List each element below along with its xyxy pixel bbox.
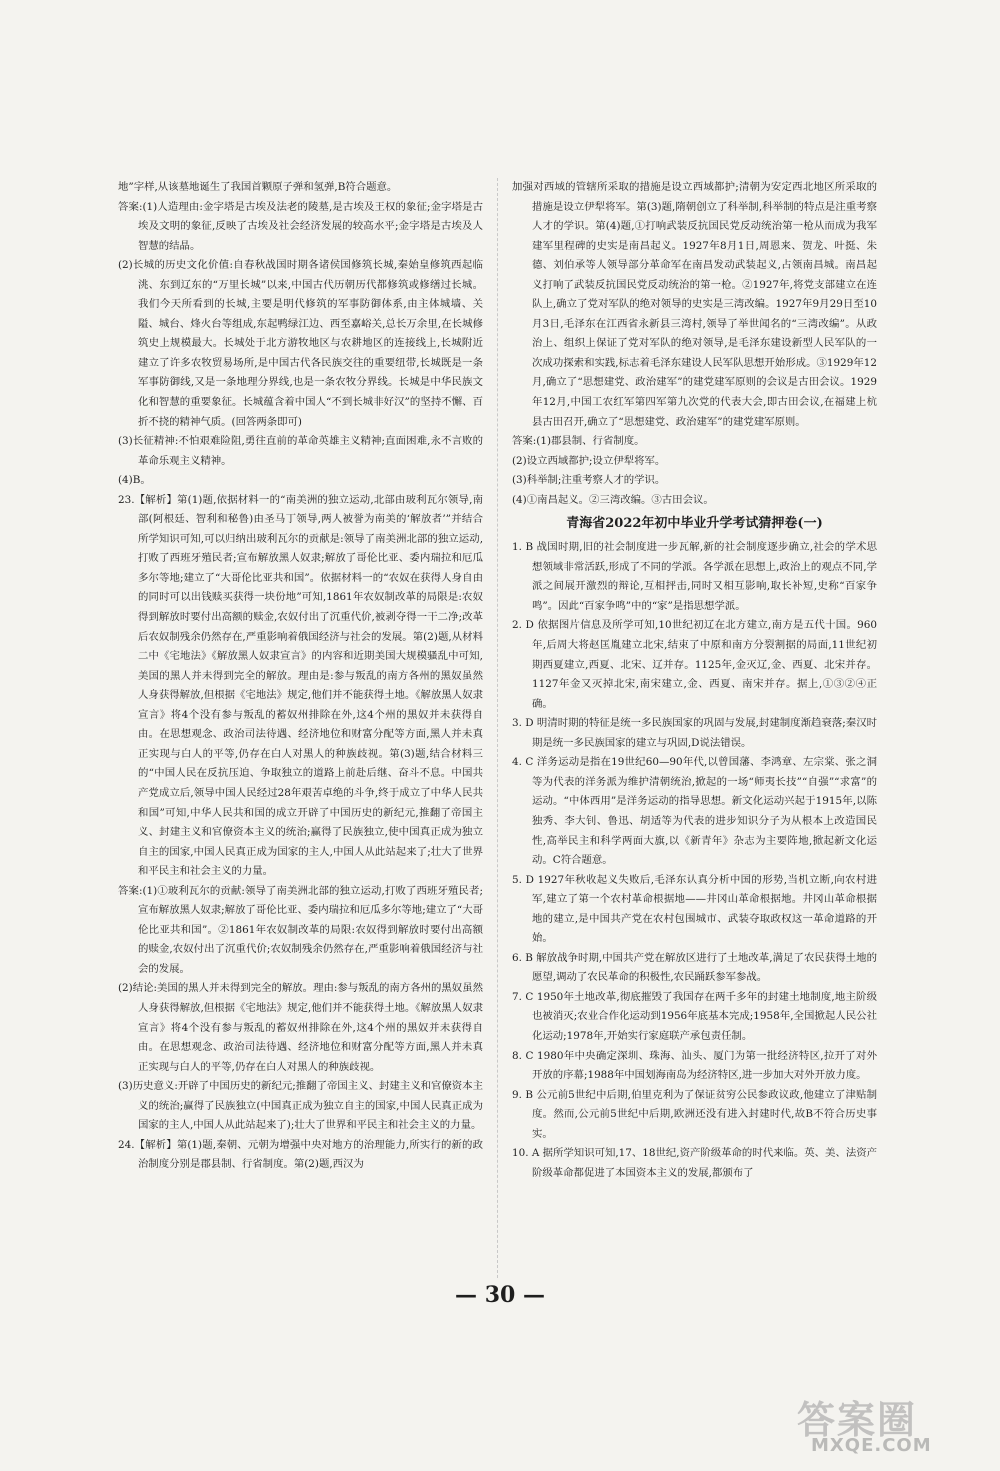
right-column <box>512 178 877 1183</box>
paragraph: 答案:(1)郡县制、行省制度。 <box>512 435 645 448</box>
column-divider <box>497 178 498 1278</box>
watermark-url: MXQE.COM <box>811 1435 932 1456</box>
section-title: 青海省2022年初中毕业升学考试猜押卷(一) <box>566 516 823 532</box>
paragraph: 9. B 公元前5世纪中后期,伯里克利为了保证贫穷公民参政议政,他建立了津贴制度。然而,公元前5世纪中后期,欧洲还没有进入封建时代,故B不符合历史事实。 <box>512 1088 877 1140</box>
paragraph: 答案:(1)人造理由:金字塔是古埃及法老的陵墓,是古埃及王权的象征;金字塔是古埃及文明的象征,反映了古埃及社会经济发展的较高水平;金字塔是古埃及人智慧的结晶。 <box>118 200 483 252</box>
paragraph: 答案:(1)①玻利瓦尔的贡献:领导了南美洲北部的独立运动,打败了西班牙殖民者;宣布解放黑人奴隶;解放了哥伦比亚、委内瑞拉和厄瓜多尔等地;建立了“大哥伦比亚共和国”。②1861年农奴制改革的局限:农奴得到解放时要付出高额的赎金,农奴付出了沉重代价;农奴制残余仍然存在,严重影响着俄国经济与社会的发展。 <box>118 884 483 975</box>
paragraph: 地”字样,从该墓地诞生了我国首颗原子弹和氢弹,B符合题意。 <box>118 181 398 193</box>
paragraph: (4)B。 <box>118 474 151 487</box>
paragraph: 23.【解析】第(1)题,依据材料一的“南美洲的独立运动,北部由玻利瓦尔领导,南部(阿根廷、智利和秘鲁)由圣马丁领导,两人被誉为南美的‘解放者’”并结合所学知识可知,可以归纳出玻利瓦尔的贡献是:领导了南美洲北部的独立运动,打败了西班牙殖民者;宣布解放黑人奴隶;解放了哥伦比亚、委内瑞拉和厄瓜多尔等地;建立了“大哥伦比亚共和国”。依据材料一的“农奴在获得人身自由的同时可以出钱赎买获得一块份地”可知,1861年农奴制改革的局限是:农奴得到解放时要付出高额的赎金,农奴付出了沉重代价,被剥夺得一干二净;改革后农奴制残余仍然存在,严重影响着俄国经济与社会的发展。第(2)题,从材料二中《宅地法》《解放黑人奴隶宣言》的内容和近期美国大规模骚乱中可知,美国的黑人并未得到完全的解放。理由是:参与叛乱的南方各州的黑奴虽然人身获得解放,但根据《宅地法》规定,他们并不能获得土地。《解放黑人奴隶宣言》将4个没有参与叛乱的蓄奴州排除在外,这4个州的黑奴并未获得自由。在思想观念、政治司法待遇、经济地位和财富分配等方面,黑人并未真正实现与白人的平等,仍存在白人对黑人的种族歧视。第(3)题,结合材料三的“中国人民在反抗压迫、争取独立的道路上前赴后继、奋斗不息。中国共产党成立后,领导中国人民经过28年艰苦卓绝的斗争,终于成立了中华人民共和国”可知,中华人民共和国的成立开辟了中国历史的新纪元,推翻了帝国主义、封建主义和官僚资本主义的统治;赢得了民族独立,使中国真正成为独立自主的国家,中国人民真正成为国家的主人,中国人从此站起来了;壮大了世界和平民主和社会主义的力量。 <box>118 493 483 878</box>
left-column <box>118 178 483 1175</box>
paragraph: (3)长征精神:不怕艰难险阻,勇往直前的革命英雄主义精神;直面困难,永不言败的革命乐观主义精神。 <box>118 435 483 467</box>
paragraph: (4)①南昌起义。②三湾改编。③古田会议。 <box>512 493 714 506</box>
paragraph: 2. D 依据图片信息及所学可知,10世纪初辽在北方建立,南方是五代十国。960年,后周大将赵匡胤建立北宋,结束了中原和南方分裂割据的局面,11世纪初期西夏建立,西夏、北宋、辽并存。1125年,金灭辽,金、西夏、北宋并存。1127年金又灭掉北宋,南宋建立,金、西夏、南宋并存。据上,①③②④正确。 <box>512 619 877 710</box>
paragraph: 3. D 明清时期的特征是统一多民族国家的巩固与发展,封建制度渐趋衰落;秦汉时期是统一多民族国家的建立与巩固,D说法错误。 <box>512 717 877 749</box>
paragraph: (2)设立西域都护;设立伊犁将军。 <box>512 454 666 467</box>
watermark-logo-text: 答案圈 <box>797 1398 918 1442</box>
paragraph: 7. C 1950年土地改革,彻底摧毁了我国存在两千多年的封建土地制度,地主阶级也被消灭;农业合作化运动到1956年底基本完成;1958年,全国掀起人民公社化运动;1978年,开始实行家庭联产承包责任制。 <box>512 990 877 1042</box>
paragraph: 6. B 解放战争时期,中国共产党在解放区进行了土地改革,满足了农民获得土地的愿望,调动了农民革命的积极性,农民踊跃参军参战。 <box>512 951 877 984</box>
paragraph: 4. C 洋务运动是指在19世纪60—90年代,以曾国藩、李鸿章、左宗棠、张之洞等为代表的洋务派为维护清朝统治,掀起的一场“师夷长技”“自强”“求富”的运动。“中体西用”是洋务运动的指导思想。新文化运动兴起于1915年,以陈独秀、李大钊、鲁迅、胡适等为代表的进步知识分子为从根本上改造国民性,高举民主和科学两面大旗,以《新青年》杂志为主要阵地,掀起新文化运动。C符合题意。 <box>512 756 877 867</box>
paragraph: (2)长城的历史文化价值:自春秋战国时期各诸侯国修筑长城,秦始皇修筑西起临洮、东到辽东的“万里长城”以来,中国古代历朝历代都修筑或修缮过长城。我们今天所看到的长城,主要是明代修筑的军事防御体系,由主体城墙、关隘、城台、烽火台等组成,东起鸭绿江边、西至嘉峪关,总长万余里,在长城修筑史上规模最大。长城处于北方游牧地区与农耕地区的连接线上,长城附近建立了许多农牧贸易场所,是中国古代各民族交往的重要纽带,长城既是一条军事防御线,又是一条地理分界线,也是一条农牧分界线。长城是中华民族文化和智慧的重要象征。长城蕴含着中国人“不到长城非好汉”的坚持不懈、百折不挠的精神气质。(回答两条即可) <box>118 259 483 428</box>
paragraph: 加强对西域的管辖所采取的措施是设立西域都护;清朝为安定西北地区所采取的措施是设立伊犁将军。第(3)题,隋朝创立了科举制,科举制的特点是注重考察人才的学识。第(4)题,①打响武装反抗国民党反动统治第一枪从而成为我军建军里程碑的史实是南昌起义。1927年8月1日,周恩来、贺龙、叶挺、朱德、刘伯承等人领导部分革命军在南昌发动武装起义,占领南昌城。南昌起义打响了武装反抗国民党反动统治的第一枪。②1927年,将党支部建立在连队上,确立了党对军队的绝对领导的史实是三湾改编。1927年9月29日至10月3日,毛泽东在江西省永新县三湾村,领导了举世闻名的“三湾改编”。从政治上、组织上保证了党对军队的绝对领导,是毛泽东建设新型人民军队的一次成功探索和实践,标志着毛泽东建设人民军队思想开始形成。③1929年12月,确立了“思想建党、政治建军”的建党建军原则的会议是古田会议。1929年12月,中国工农红军第四军第九次党的代表大会,即古田会议,在福建上杭县古田召开,确立了“思想建党、政治建军”的建党建军原则。 <box>512 181 877 428</box>
paragraph: 5. D 1927年秋收起义失败后,毛泽东认真分析中国的形势,当机立断,向农村进军,建立了第一个农村革命根据地——井冈山革命根据地。井冈山革命根据地的建立,是中国共产党在农村包围城市、武装夺取政权这一革命道路的开始。 <box>512 873 877 945</box>
watermark-logo <box>791 1389 986 1463</box>
paragraph: (3)科举制;注重考察人才的学识。 <box>512 474 666 487</box>
paragraph: 10. A 据所学知识可知,17、18世纪,资产阶级革命的时代来临。英、美、法资产阶级革命都促进了本国资本主义的发展,都颁布了 <box>512 1147 878 1179</box>
paragraph: (3)历史意义:开辟了中国历史的新纪元;推翻了帝国主义、封建主义和官僚资本主义的统治;赢得了民族独立(中国真正成为独立自主的国家,中国人民真正成为国家的主人,中国人从此站起来了);壮大了世界和平民主和社会主义的力量。 <box>118 1080 483 1132</box>
paragraph: 24.【解析】第(1)题,秦朝、元朝为增强中央对地方的治理能力,所实行的新的政治制度分别是郡县制、行省制度。第(2)题,西汉为 <box>118 1138 483 1171</box>
paragraph: (2)结论:美国的黑人并未得到完全的解放。理由:参与叛乱的南方各州的黑奴虽然人身获得解放,但根据《宅地法》规定,他们并不能获得土地。《解放黑人奴隶宣言》将4个没有参与叛乱的蓄奴州排除在外,这4个州的黑奴并未获得自由。在思想观念、政治司法待遇、经济地位和财富分配等方面,黑人并未真正实现与白人的平等,仍存在白人对黑人的种族歧视。 <box>118 982 483 1073</box>
page-number: — 30 — <box>455 1282 545 1308</box>
paragraph: 8. C 1980年中央确定深圳、珠海、汕头、厦门为第一批经济特区,拉开了对外开放的序幕;1988年中国划海南岛为经济特区,进一步加大对外开放力度。 <box>512 1049 877 1082</box>
paragraph: 1. B 战国时期,旧的社会制度进一步瓦解,新的社会制度逐步确立,社会的学术思想领域非常活跃,形成了不同的学派。各学派在思想上,政治上的观点不同,学派之间展开激烈的辩论,互相抨击,同时又相互影响,取长补短,史称“百家争鸣”。因此“百家争鸣”中的“家”是指思想学派。 <box>512 541 877 612</box>
